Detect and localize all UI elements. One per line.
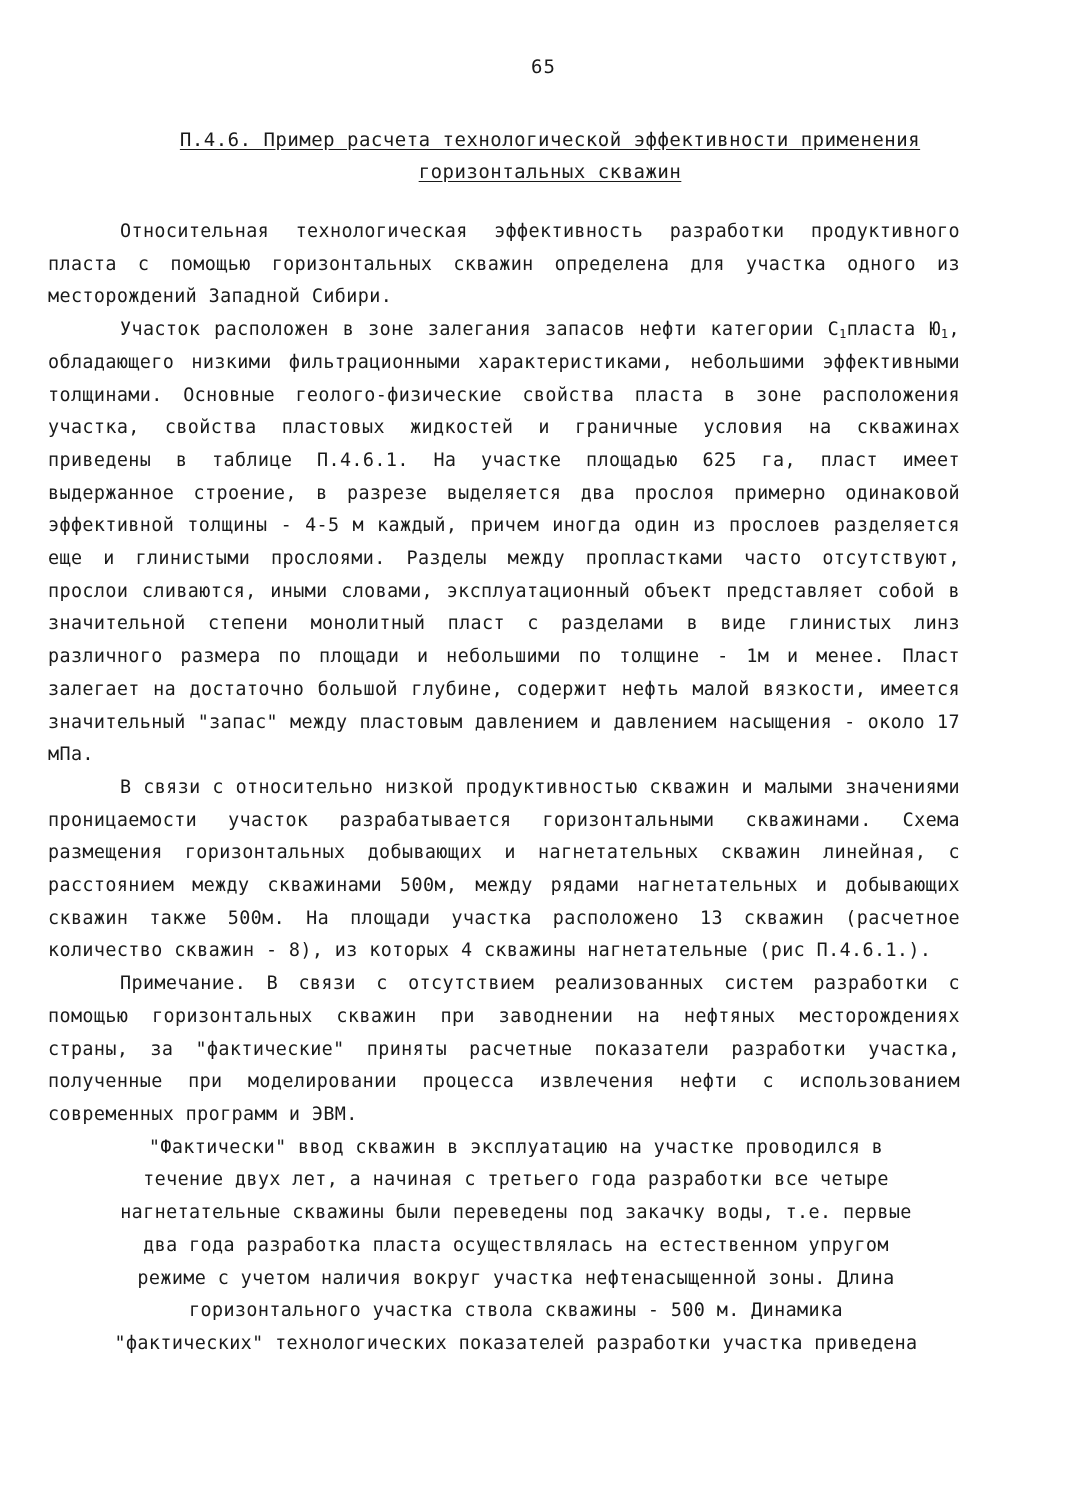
heading-line-1: П.4.6. Пример расчета технологической эффективности применения [179,129,921,151]
reserve-category-subscript: 1 [839,327,847,342]
paragraph-2 [48,314,960,772]
formation-subscript: 1 [940,327,949,342]
paragraph-5-line-4: два года разработка пласта осуществлялась на естественном упругом [143,1234,889,1256]
paragraph-5-line-2: течение двух лет, а начиная с третьего года разработки все четыре [143,1169,889,1191]
document-body [48,216,960,1361]
heading-line-2: горизонтальных скважин [418,161,682,183]
paragraph-2-start: Участок расположен в зоне залегания запасов нефти категории [120,319,828,341]
formation-name: пласта Ю [846,319,941,341]
paragraph-1: Относительная технологическая эффективность разработки продуктивного пласта с помощью горизонтальных скважин определена для участка одного из месторождений Западной Сибири. [48,221,960,308]
paragraph-5-line-1: "Фактически" ввод скважин в эксплуатацию на участке проводился в [148,1136,884,1158]
paragraph-4-note: Примечание. В связи с отсутствием реализованных систем разработки с помощью горизонтальных скважин при заводнении на нефтяных месторождениях страны, за "фактические" приняты расчетные показатели разработки участка, полученные при моделировании процесса извлечения нефти с использованием современных программ и ЭВМ. [48,973,960,1125]
paragraph-5-line-6: горизонтального участка ствола скважины - 500 м. Динамика [189,1300,843,1322]
page-number: 65 [531,56,556,78]
paragraph-5-line-3: нагнетательные скважины были переведены под закачку воды, т.е. первые [120,1202,912,1224]
reserve-category: C [827,319,840,341]
paragraph-2-rest: , обладающего низкими фильтрационными характеристиками, небольшими эффективными толщинами. Основные геолого-физические свойства пласта в зоне расположения участка, свойства пластовых жидкостей и граничные условия на скважинах приведены в таблице П.4.6.1. На участке площадью 625 га, пласт имеет выдержанное строение, в разрезе выделяется два прослоя примерно одинаковой эффективной толщины - 4-5 м каждый, причем иногда один из прослоев разделяется еще и глинистыми прослоями. Разделы между пропластками часто отсутствуют, прослои сливаются, иными словами, эксплуатационный объект представляет собой в значительной степени монолитный пласт с разделами в виде глинистых линз различного размера по площади и небольшими по толщине - 1м и менее. Пласт залегает на достаточно большой глубине, содержит нефть малой вязкости, имеется значительный "запас" между пластовым давлением и давлением насыщения - около 17 мПа. [48,319,960,766]
section-heading [50,124,1050,188]
paragraph-3: В связи с относительно низкой продуктивностью скважин и малыми значениями проницаемости участок разрабатывается горизонтальными скважинами. Схема размещения горизонтальных добывающих и нагнетательных скважин линейная, с расстоянием между скважинами 500м, между рядами нагнетательных и добывающих скважин также 500м. На площади участка расположено 13 скважин (расчетное количество скважин - 8), из которых 4 скважины нагнетательные (рис П.4.6.1.). [48,776,960,962]
paragraph-5-line-5: режиме с учетом наличия вокруг участка нефтенасыщенной зоны. Длина [137,1267,895,1289]
paragraph-5-line-7: "фактических" технологических показателей разработки участка приведена [114,1332,918,1354]
